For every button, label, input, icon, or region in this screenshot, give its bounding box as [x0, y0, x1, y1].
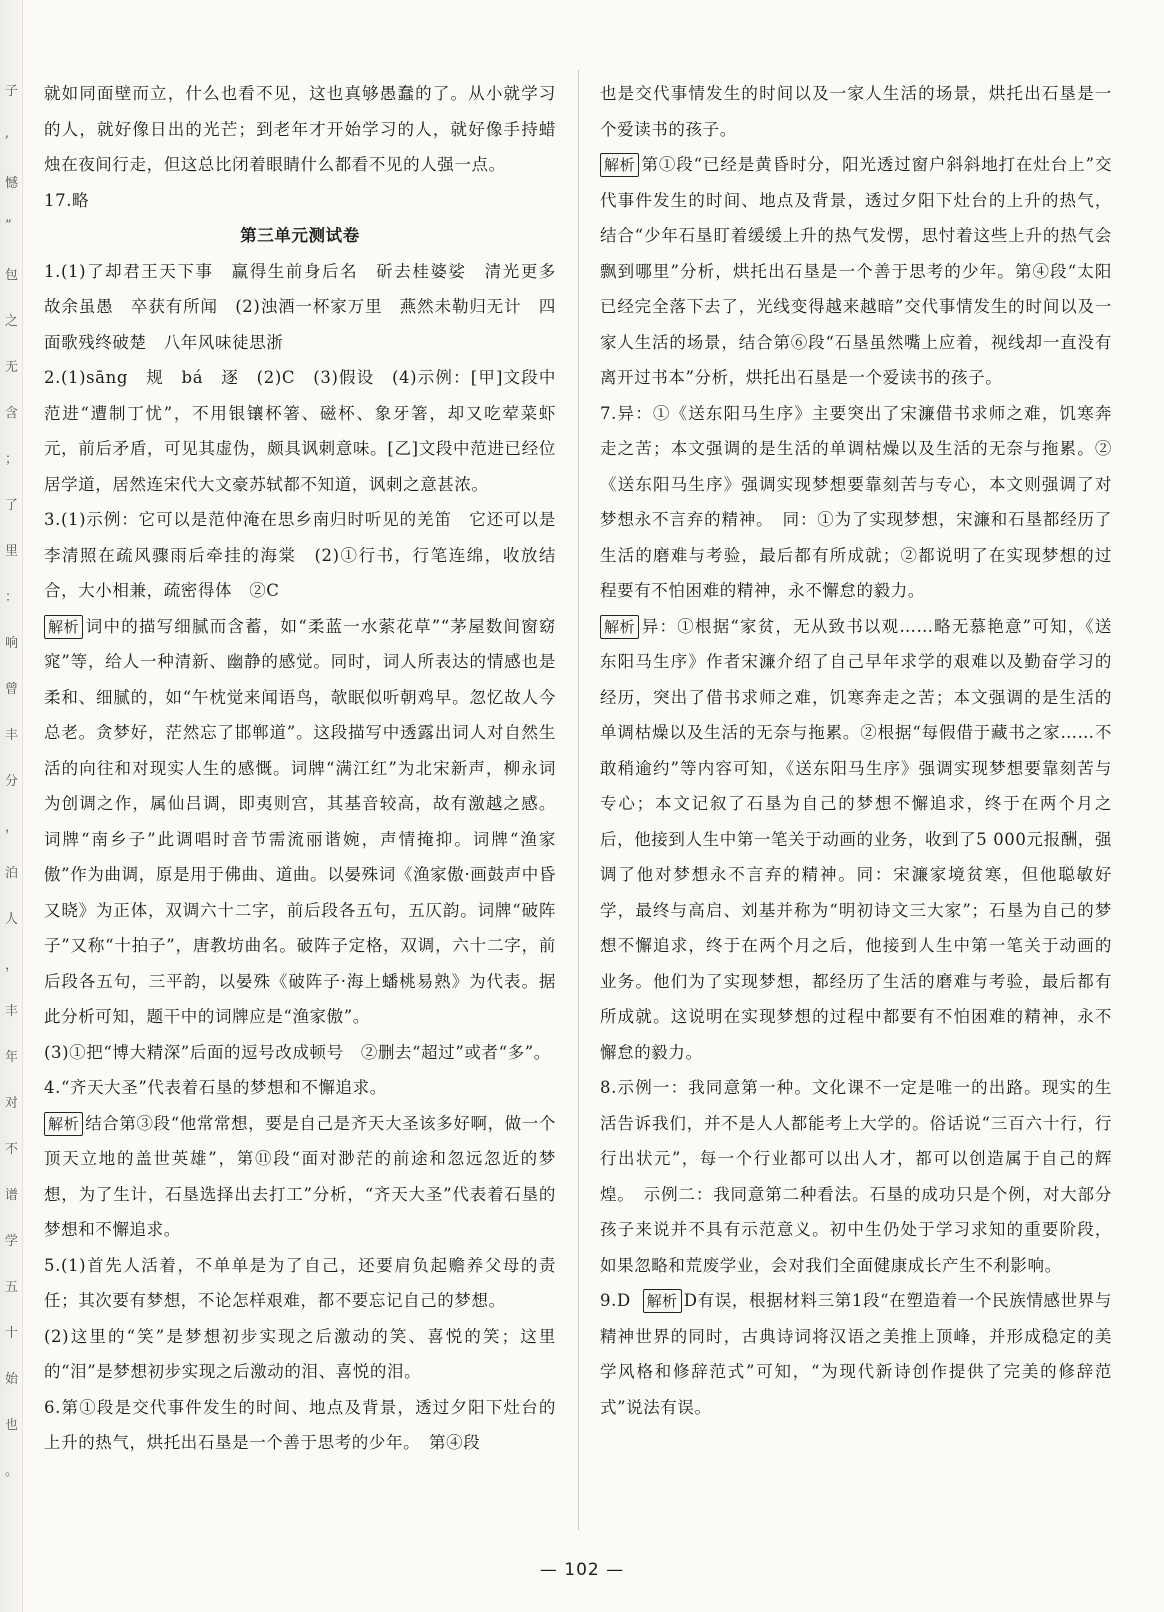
margin-glyph: ” [5, 218, 12, 233]
margin-glyph: 丰 [5, 1004, 19, 1019]
answer-4: 4.“齐天大圣”代表着石垦的梦想和不懈追求。 [44, 1078, 387, 1097]
answer-9-choice: 9.D [600, 1291, 631, 1310]
margin-glyph: 十 [5, 1326, 19, 1341]
margin-glyph: 五 [5, 1280, 19, 1295]
margin-glyph: ： [5, 590, 19, 605]
answer-7: 7.异：①《送东阳马生序》主要突出了宋濂借书求师之难，饥寒奔走之苦；本文强调的是生活的单调枯燥以及生活的无奈与拖累。②《送东阳马生序》强调实现梦想要靠刻苦与专心，本文则强调了对梦想永不言弃的精神。 同：①为了实现梦想，宋濂和石垦都经历了生活的磨难与考验，最后都有所成就；②都说明了在实现梦想的过程要有不怕困难的精神，永不懈怠的毅力。 [600, 403, 1112, 600]
margin-glyph: 含 [5, 406, 19, 421]
paragraph-continuation: 就如同面壁而立，什么也看不见，这也真够愚蠢的了。从小就学习的人，就好像日出的光芒；到老年才开始学习的人，就好像手持蜡烛在夜间行走，但这总比闭着眼睛什么都看不见的人强一点。 [44, 84, 556, 174]
margin-glyph: 泊 [5, 866, 19, 881]
margin-glyph: 包 [5, 268, 19, 283]
answer-3: 3.(1)示例：它可以是范仲淹在思乡南归时听见的羌笛 它还可以是李清照在疏风骤雨后牵挂的海棠 (2)①行书，行笔连绵，收放结合，大小相兼，疏密得体 ②C [44, 510, 556, 600]
margin-glyph: 曾 [5, 682, 19, 697]
analysis-7 [600, 609, 1112, 1071]
answer-17: 17.略 [44, 190, 90, 210]
margin-glyph: 年 [5, 1050, 19, 1065]
analysis-tag: 解析 [643, 1289, 682, 1313]
answer-6-continued: 也是交代事情发生的时间以及一家人生活的场景，烘托出石垦是一个爱读书的孩子。 [600, 84, 1112, 139]
answer-6: 6.第①段是交代事件发生的时间、地点及背景，透过夕阳下灶台的上升的热气，烘托出石垦是一个善于思考的少年。 第④段 [44, 1397, 556, 1452]
margin-glyph: 响 [5, 636, 19, 651]
analysis-text: 第①段“已经是黄昏时分，阳光透过窗户斜斜地打在灶台上”交代事件发生的时间、地点及背景，透过夕阳下灶台的上升的热气，结合“少年石垦盯着缓缓上升的热气发愣，思忖着这些上升的热气会飘到哪里”分析，烘托出石垦是一个善于思考的少年。第④段“太阳已经完全落下去了，光线变得越来越暗”交代事情发生的时间以及一家人生活的场景，结合第⑥段“石垦虽然嘴上应着，视线却一直没有离开过书本”分析，烘托出石垦是一个爱读书的孩子。 [600, 155, 1112, 387]
margin-glyph: 子 [5, 84, 19, 99]
answer-8: 8.示例一：我同意第一种。文化课不一定是唯一的出路。现实的生活告诉我们，并不是人人都能考上大学的。俗话说“三百六十行，行行出状元”，每一个行业都可以出人才，都可以创造属于自己的辉煌。 示例二：我同意第二种看法。石垦的成功只是个例，对大部分孩子来说并不具有示范意义。初中生仍处于学习求知的重要阶段，如果忽略和荒废学业，会对我们全面健康成长产生不利影响。 [600, 1078, 1112, 1275]
analysis-text: D有误，根据材料三第1段“在塑造着一个民族情感世界与精神世界的同时，古典诗词将汉语之美推上顶峰，并形成稳定的美学风格和修辞范式”可知，“为现代新诗创作提供了完美的修辞范式”说法有误。 [600, 1291, 1112, 1417]
analysis-6 [600, 147, 1112, 396]
margin-glyph: 始 [5, 1372, 19, 1387]
analysis-text: 词中的描写细腻而含蓄，如“柔蓝一水萦花草”“茅屋数间窗窈窕”等，给人一种清新、幽静的感觉。同时，词人所表达的情感也是柔和、细腻的，如“午枕觉来闻语鸟，欹眠似听朝鸡早。忽忆故人今总老。贪梦好，茫然忘了邯郸道”。这段描写中透露出词人对自然生活的向往和对现实人生的感慨。词牌“满江红”为北宋新声，柳永词为创调之作，属仙吕调，即夷则宫，其基音较高，故有激越之感。词牌“南乡子”此调唱时音节需流丽谐婉，声情掩抑。词牌“渔家傲”作为曲调，原是用于佛曲、道曲。以晏殊词《渔家傲·画鼓声中昏又晓》为正体，双调六十二字，前后段各五句，五仄韵。词牌“破阵子”又称“十拍子”，唐教坊曲名。破阵子定格，双调，六十二字，前后段各五句，三平韵，以晏殊《破阵子·海上蟠桃易熟》为代表。据此分析可知，题干中的词牌应是“渔家傲”。 [44, 616, 556, 1026]
margin-glyph: 之 [5, 314, 19, 329]
analysis-tag: 解析 [44, 615, 83, 639]
adjacent-page-margin [0, 0, 23, 1612]
margin-glyph: 人 [5, 912, 19, 927]
answer-2: 2.(1)sāng 规 bá 逐 (2)C (3)假设 (4)示例：[甲]文段中范进“遭制丁忧”，不用银镶杯箸、磁杯、象牙箸，却又吃荤菜虾元，前后矛盾，可见其虚伪，颇具讽刺意味。[乙]文段中范进已经位居学道，居然连宋代大文豪苏轼都不知道，讽刺之意甚浓。 [44, 368, 556, 494]
margin-glyph: 无 [5, 360, 19, 375]
analysis-tag: 解析 [600, 153, 639, 177]
margin-glyph: 对 [5, 1096, 19, 1111]
analysis-tag: 解析 [600, 615, 639, 639]
margin-glyph: 分 [5, 774, 19, 789]
margin-glyph: 丰 [5, 728, 19, 743]
analysis-4 [44, 1106, 556, 1248]
page-number: — 102 — [539, 1560, 625, 1580]
margin-glyph: 谱 [5, 1188, 19, 1203]
answer-5-1: 5.(1)首先人活着，不单单是为了自己，还要肩负起赡养父母的责任；其次要有梦想，不论怎样艰难，都不要忘记自己的梦想。 [44, 1255, 556, 1310]
margin-glyph: , [5, 126, 10, 141]
analysis-3 [44, 609, 556, 1035]
left-column [44, 76, 574, 1532]
margin-glyph: 。 [5, 1464, 19, 1479]
margin-glyph: 了 [5, 498, 19, 513]
column-divider [578, 70, 579, 1530]
margin-glyph: ； [5, 452, 19, 467]
margin-glyph: 里 [5, 544, 19, 559]
margin-glyph: ， [5, 958, 19, 973]
margin-glyph: ， [5, 820, 19, 835]
margin-glyph: 不 [5, 1142, 19, 1157]
analysis-tag: 解析 [44, 1112, 83, 1136]
analysis-text: 结合第③段“他常常想，要是自己是齐天大圣该多好啊，做一个顶天立地的盖世英雄”，第⑪段“面对渺茫的前途和忽远忽近的梦想，为了生计，石垦选择出去打工”分析，“齐天大圣”代表着石垦的梦想和不懈追求。 [44, 1113, 556, 1239]
analysis-text: 异：①根据“家贫，无从致书以观……略无慕艳意”可知，《送东阳马生序》作者宋濂介绍了自己早年求学的艰难以及勤奋学习的经历，突出了借书求师之难，饥寒奔走之苦；本文强调的是生活的单调枯燥以及生活的无奈与拖累。②根据“每假借于藏书之家……不敢稍逾约”等内容可知，《送东阳马生序》强调实现梦想要靠刻苦与专心；本文记叙了石垦为自己的梦想不懈追求，终于在两个月之后，他接到人生中第一笔关于动画的业务，收到了5 000元报酬，强调了他对梦想永不言弃的精神。同：宋濂家境贫寒，但他聪敏好学，最终与高启、刘基并称为“明初诗文三大家”；石垦为自己的梦想不懈追求，终于在两个月之后，他接到人生中第一笔关于动画的业务。他们为了实现梦想，都经历了生活的磨难与考验，最后都有所成就。这说明在实现梦想的过程中都要有不怕困难的精神，永不懈怠的毅力。 [600, 616, 1112, 1062]
margin-glyph: 憾 [5, 176, 19, 191]
answer-9 [600, 1283, 1112, 1425]
answer-1: 1.(1)了却君王天下事 赢得生前身后名 斫去桂婆娑 清光更多 故余虽愚 卒获有所闻 (2)浊酒一杯家万里 燕然未勒归无计 四面歌残终破楚 八年风味徒思浙 [44, 261, 574, 352]
margin-glyph: 学 [5, 1234, 19, 1249]
answer-5-2: (2)这里的“笑”是梦想初步实现之后激动的笑、喜悦的笑；这里的“泪”是梦想初步实现之后激动的泪、喜悦的泪。 [44, 1326, 556, 1381]
right-column [600, 76, 1112, 1532]
section-title: 第三单元测试卷 [240, 226, 360, 245]
margin-glyph: 也 [5, 1418, 19, 1433]
answer-3-3: (3)①把“博大精深”后面的逗号改成顿号 ②删去“超过”或者“多”。 [44, 1042, 551, 1062]
